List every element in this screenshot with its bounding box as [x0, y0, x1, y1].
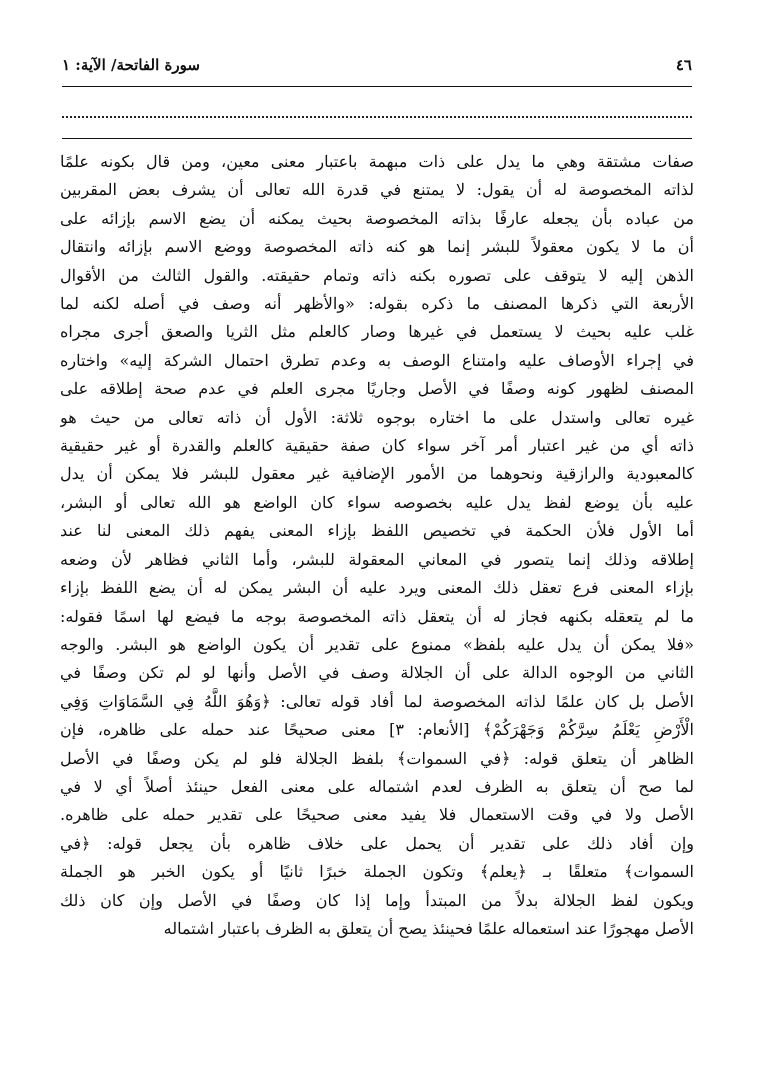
text-line: وإن أفاد ذلك على تقدير أن يحمل على خلاف ظاهره بأن يجعل قوله: ﴿في: [60, 833, 694, 853]
page-number: ٤٦: [675, 56, 692, 74]
text-line: الْأَرْضِ يَعْلَمُ سِرَّكُمْ وَجَهْرَكُمْ﴾ [الأنعام: ٣] معنى صحيحًا عند حمله على ظاهره، فإن: [60, 720, 694, 740]
text-line: ما لم يتعقله بكنهه فجاز له أن يتعقل ذاته المخصوصة بوجه ما فيضع لها اسمًا فقوله:: [60, 606, 694, 626]
text-line: ويكون لفظ الجلالة بدلاً من المبتدأ وإما إذا كان وصفًا في الأصل وإن كان ذلك: [60, 890, 694, 910]
text-line: الثاني من الوجوه الدالة على أن الجلالة وصف في الأصل وأنها لو لم تكن وصفًا في: [60, 663, 694, 683]
body-rule: [62, 138, 692, 139]
text-line: صفات مشتقة وهي ما يدل على ذات مبهمة باعتبار معنى معين، ومن قال بكونه علمًا: [60, 152, 694, 171]
text-line: غيره تعالى واستدل على ما اختاره بوجوه ثلاثة: الأول أن ذاته تعالى من حيث هو: [60, 407, 694, 427]
text-line: الذهن إليه لا يتوقف على تصوره بكنه ذاته وتمام حقيقته. والقول الثالث من الأقوال: [60, 265, 694, 285]
text-line: كالمعبودية والرازقية ونحوهما من الأمور الإضافية غير معقول للبشر فلا يمكن أن يدل: [60, 464, 694, 484]
text-line: المصنف لظهور كونه وصفًا في الأصل وجاريًا مجرى العلم في عدم صحة إطلاقه على: [60, 379, 694, 399]
text-line: الأربعة التي ذكرها المصنف ما ذكره بقوله: «والأظهر أنه وصف في أصله لكنه لما: [60, 294, 694, 314]
text-line: السموات﴾ متعلقًا بـ ﴿يعلم﴾ وتكون الجملة خبرًا ثانيًا أو يكون الخبر هو الجملة: [60, 862, 694, 882]
text-line: الأصل ولا في وقت الاستعمال فلا يفيد معنى صحيحًا على تقدير حمله على ظاهره.: [60, 805, 694, 825]
text-line: «فلا يمكن أن يدل عليه بلفظ» ممنوع على تقدير أن يكون الواضع هو البشر. والوجه: [60, 634, 694, 654]
text-line: عليه بأن يوضع لفظ يدل عليه بخصوصه سواء كان الواضع هو الله تعالى أو البشر،: [60, 492, 694, 512]
running-title: سورة الفاتحة/ الآية: ١: [62, 56, 200, 74]
text-line: في إجراء الأوصاف عليه وامتناع الوصف به وعدم تطرق احتمال الشركة إليه» واختاره: [60, 350, 694, 370]
text-line: أما الأول فلأن الحكمة في تخصيص اللفظ بإزاء المعنى يفهم ذلك المعنى لنا عند: [60, 521, 694, 541]
text-line: الظاهر أن يتعلق قوله: ﴿في السموات﴾ بلفظ الجلالة فلو لم يكن وصفًا في الأصل: [60, 748, 694, 768]
text-line: بإزاء المعنى فرع تعقل ذلك المعنى ويرد عليه أن البشر يمكن له أن يضع اللفظ بإزاء: [60, 578, 694, 598]
text-line: الأصل مهجورًا عند استعماله علمًا فحينئذ يصح أن يتعلق به الظرف باعتبار اشتماله: [163, 918, 694, 938]
text-line: الأصل بل كان علمًا لذاته المخصوصة لما أفاد قوله تعالى: ﴿وَهُوَ اللَّهُ فِي السَّمَاوَاتِ وَفِي: [60, 691, 694, 711]
text-line: إطلاقه وذلك إنما يتصور في المعاني المعقولة للبشر، وأما الثاني فظاهر لأن وضعه: [60, 549, 694, 569]
text-line: غلب عليه بحيث لا يستعمل في غيرها وصار كالعلم مثل الثريا والصعق أجرى مجراه: [60, 322, 694, 342]
text-line: لذاته المخصوصة له أن يقول: لا يمتنع في قدرة الله تعالى أن يشرف بعض المقربين: [60, 180, 694, 200]
text-line: من عباده بأن يجعله عارفًا بذاته المخصوصة بحيث يمكنه أن يضع الاسم بإزائه على: [60, 208, 694, 228]
header-rule: [62, 86, 692, 87]
text-line: لما صح أن يتعلق به الظرف لعدم اشتماله على معنى الفعل حينئذ أصلاً أي لا في: [60, 776, 694, 796]
running-header: [62, 52, 692, 78]
body-text: [60, 148, 694, 943]
text-line: ذاته أي من غير اعتبار أمر آخر سواء كان صفة حقيقية كالعلم والقدرة أو غير حقيقية: [60, 436, 694, 456]
dotted-separator: [62, 104, 692, 118]
text-line: أن ما لا يكون معقولاً للبشر إنما هو كنه ذاته المخصوصة ووضع الاسم بإزائه وانتقال: [60, 237, 694, 257]
